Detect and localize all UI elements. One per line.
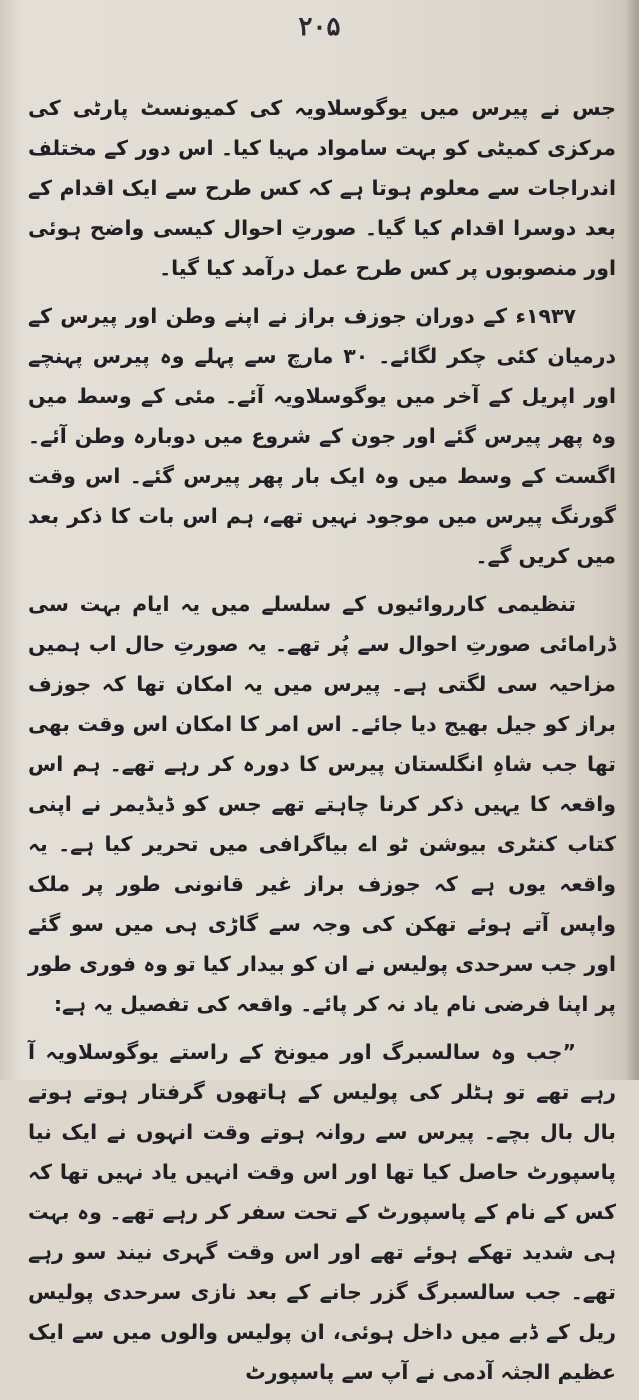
paragraph-1: جس نے پیرس میں یوگوسلاویہ کی کمیونسٹ پارٹی کی مرکزی کمیٹی کو بہت سامواد مہیا کیا۔ اس دور کے مختلف اندراجات سے معلوم ہوتا ہے کہ کس طرح سے ایک اقدام کے بعد دوسرا اقدام کیا گیا۔ صورتِ احوال کیسی واضح ہوئی اور منصوبوں پر کس طرح عمل درآمد کیا گیا۔: [28, 96, 616, 280]
page-number: ۲۰۵: [298, 12, 341, 42]
paragraph-2: ۱۹۳۷ء کے دوران جوزف براز نے اپنے وطن اور پیرس کے درمیان کئی چکر لگائے۔ ۳۰ مارچ سے پہلے وہ پیرس پہنچے اور اپریل کے آخر میں یوگوسلاویہ آئے۔ مئی کے وسط میں وہ پھر پیرس گئے اور جون کے شروع میں دوبارہ وطن آئے۔ اگست کے وسط میں وہ ایک بار پھر پیرس گئے۔ اس وقت گورنگ پیرس میں موجود نہیں تھے، ہم اس بات کا ذکر بعد میں کریں گے۔: [28, 304, 616, 568]
paragraph-4: ”جب وہ سالسبرگ اور میونخ کے راستے یوگوسلاویہ آ رہے تھے تو ہٹلر کی پولیس کے ہاتھوں گرفتار ہوتے ہوتے بال بال بچے۔ پیرس سے روانہ ہوتے وقت انہوں نے ایک نیا پاسپورٹ حاصل کیا تھا اور اس وقت انہیں یاد نہیں تھا کہ کس کے نام کے پاسپورٹ کے تحت سفر کر رہے تھے۔ وہ بہت ہی شدید تھکے ہوئے تھے اور اس وقت گہری نیند سو رہے تھے۔ جب سالسبرگ گزر جانے کے بعد نازی سرحدی پولیس ریل کے ڈبے میں داخل ہوئی، ان پولیس والوں میں سے ایک عظیم الجثہ آدمی نے آپ سے پاسپورٹ: [28, 1040, 616, 1384]
page-edge-shadow: [625, 0, 639, 1080]
paragraph-3: تنظیمی کارروائیوں کے سلسلے میں یہ ایام بہت سی ڈرامائی صورتِ احوال سے پُر تھے۔ یہ صورتِ حال اب ہمیں مزاحیہ سی لگتی ہے۔ پیرس میں یہ امکان تھا کہ جوزف براز کو جیل بھیج دیا جائے۔ اس امر کا امکان اس وقت بھی تھا جب شاہِ انگلستان پیرس کا دورہ کر رہے تھے۔ ہم اس واقعہ کا یہیں ذکر کرنا چاہتے تھے جس کو ڈیڈیمر نے اپنی کتاب کنٹری بیوشن ٹو اے بیاگرافی میں تحریر کیا ہے۔ یہ واقعہ یوں ہے کہ جوزف براز غیر قانونی طور پر ملک واپس آتے ہوئے تھکن کی وجہ سے گاڑی ہی میں سو گئے اور جب سرحدی پولیس نے ان کو بیدار کیا تو وہ فوری طور پر اپنا فرضی نام یاد نہ کر پائے۔ واقعہ کی تفصیل یہ ہے:: [28, 592, 616, 1016]
page-body: [28, 88, 616, 1400]
